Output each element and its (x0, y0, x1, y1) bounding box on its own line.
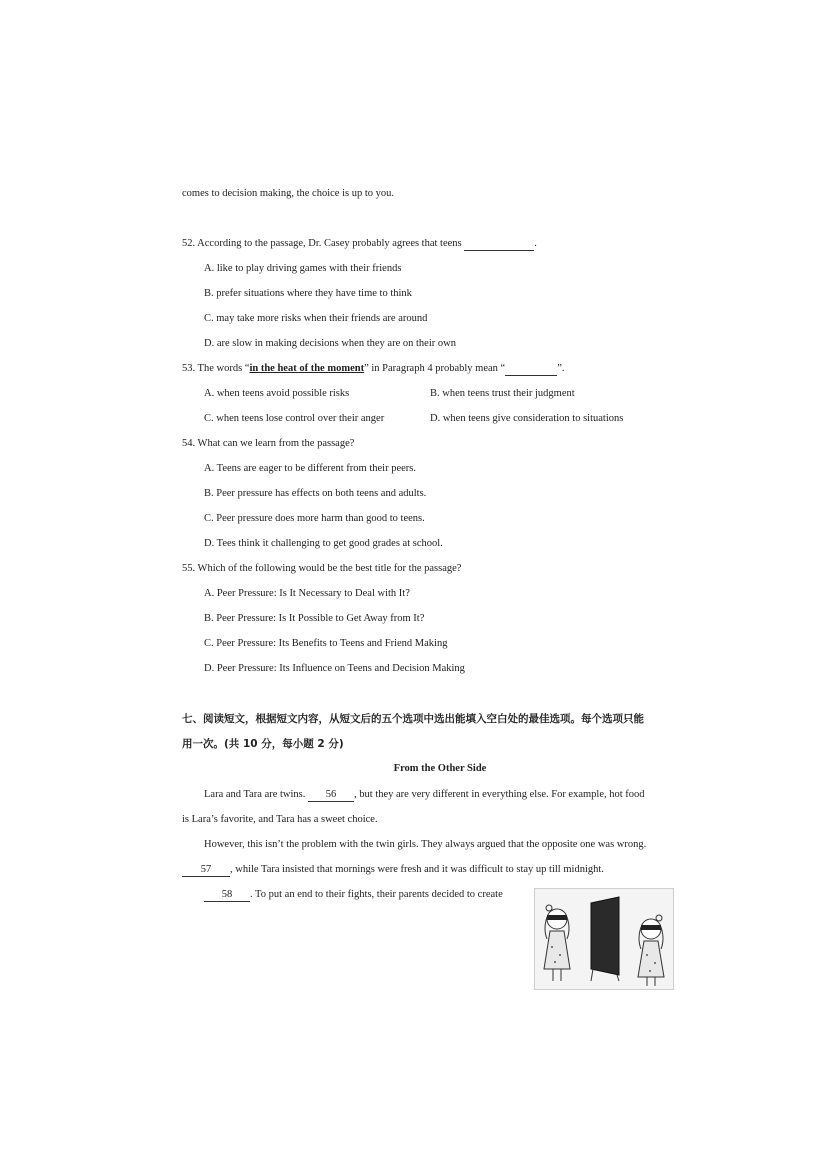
answer-blank-56: 56 (308, 789, 354, 802)
option-55-c: C. Peer Pressure: Its Benefits to Teens and Friend Making (204, 638, 448, 649)
option-53-b: B. when teens trust their judgment (430, 388, 575, 399)
question-53-stem-end: ”. (557, 363, 565, 374)
option-54-d: D. Tees think it challenging to get good grades at school. (204, 538, 443, 549)
twins-illustration (534, 888, 674, 990)
option-54-c: C. Peer pressure does more harm than good to teens. (204, 513, 425, 524)
option-53-d: D. when teens give consideration to situations (430, 413, 624, 424)
passage-p1-line2: is Lara’s favorite, and Tara has a sweet choice. (182, 814, 378, 825)
twins-drawing-icon (535, 889, 673, 989)
passage-p3-a: . To put an end to their fights, their parents decided to create (250, 889, 503, 900)
option-54-a: A. Teens are eager to be different from their peers. (204, 463, 416, 474)
passage-p2-b: , while Tara insisted that mornings were fresh and it was difficult to stay up till midnight. (230, 864, 604, 875)
question-53 (182, 362, 565, 376)
passage-p1-a: Lara and Tara are twins. (204, 789, 306, 800)
answer-blank-57: 57 (182, 864, 230, 877)
question-52-stem: 52. According to the passage, Dr. Casey probably agrees that teens (182, 238, 462, 249)
passage-p1-b: , but they are very different in everything else. For example, hot food (354, 789, 645, 800)
passage-p3-line1 (204, 888, 503, 902)
passage-p1-line1 (204, 788, 645, 802)
question-54-stem: 54. What can we learn from the passage? (182, 438, 355, 449)
option-52-d: D. are slow in making decisions when they are on their own (204, 338, 456, 349)
section-7-heading-line2: 用一次。(共 10 分，每小题 2 分) (182, 738, 344, 750)
answer-blank-53 (505, 363, 557, 376)
question-53-phrase: in the heat of the moment (249, 363, 365, 374)
answer-blank-58: 58 (204, 889, 250, 902)
option-52-a: A. like to play driving games with their friends (204, 263, 402, 274)
option-55-b: B. Peer Pressure: Is It Possible to Get Away from It? (204, 613, 425, 624)
option-55-a: A. Peer Pressure: Is It Necessary to Deal with It? (204, 588, 410, 599)
option-54-b: B. Peer pressure has effects on both teens and adults. (204, 488, 427, 499)
option-53-a: A. when teens avoid possible risks (204, 388, 350, 399)
passage-p2-line1: However, this isn’t the problem with the twin girls. They always argued that the opposite one was wrong. (204, 839, 647, 850)
question-53-stem-post: ” in Paragraph 4 probably mean “ (364, 363, 506, 374)
answer-blank-52 (464, 238, 534, 251)
section-7-heading-line1: 七、阅读短文，根据短文内容，从短文后的五个选项中选出能填入空白处的最佳选项。每个选项只能 (182, 713, 644, 725)
question-55-stem: 55. Which of the following would be the best title for the passage? (182, 563, 462, 574)
question-53-stem-pre: 53. The words “ (182, 363, 250, 374)
question-52-end: . (534, 238, 537, 249)
passage-p2-line2 (182, 863, 604, 877)
option-53-c: C. when teens lose control over their anger (204, 413, 385, 424)
option-52-c: C. may take more risks when their friends are around (204, 313, 428, 324)
option-52-b: B. prefer situations where they have time to think (204, 288, 412, 299)
question-52 (182, 237, 537, 251)
passage-title: From the Other Side (393, 763, 487, 774)
option-55-d: D. Peer Pressure: Its Influence on Teens and Decision Making (204, 663, 465, 674)
intro-line: comes to decision making, the choice is up to you. (182, 188, 394, 199)
